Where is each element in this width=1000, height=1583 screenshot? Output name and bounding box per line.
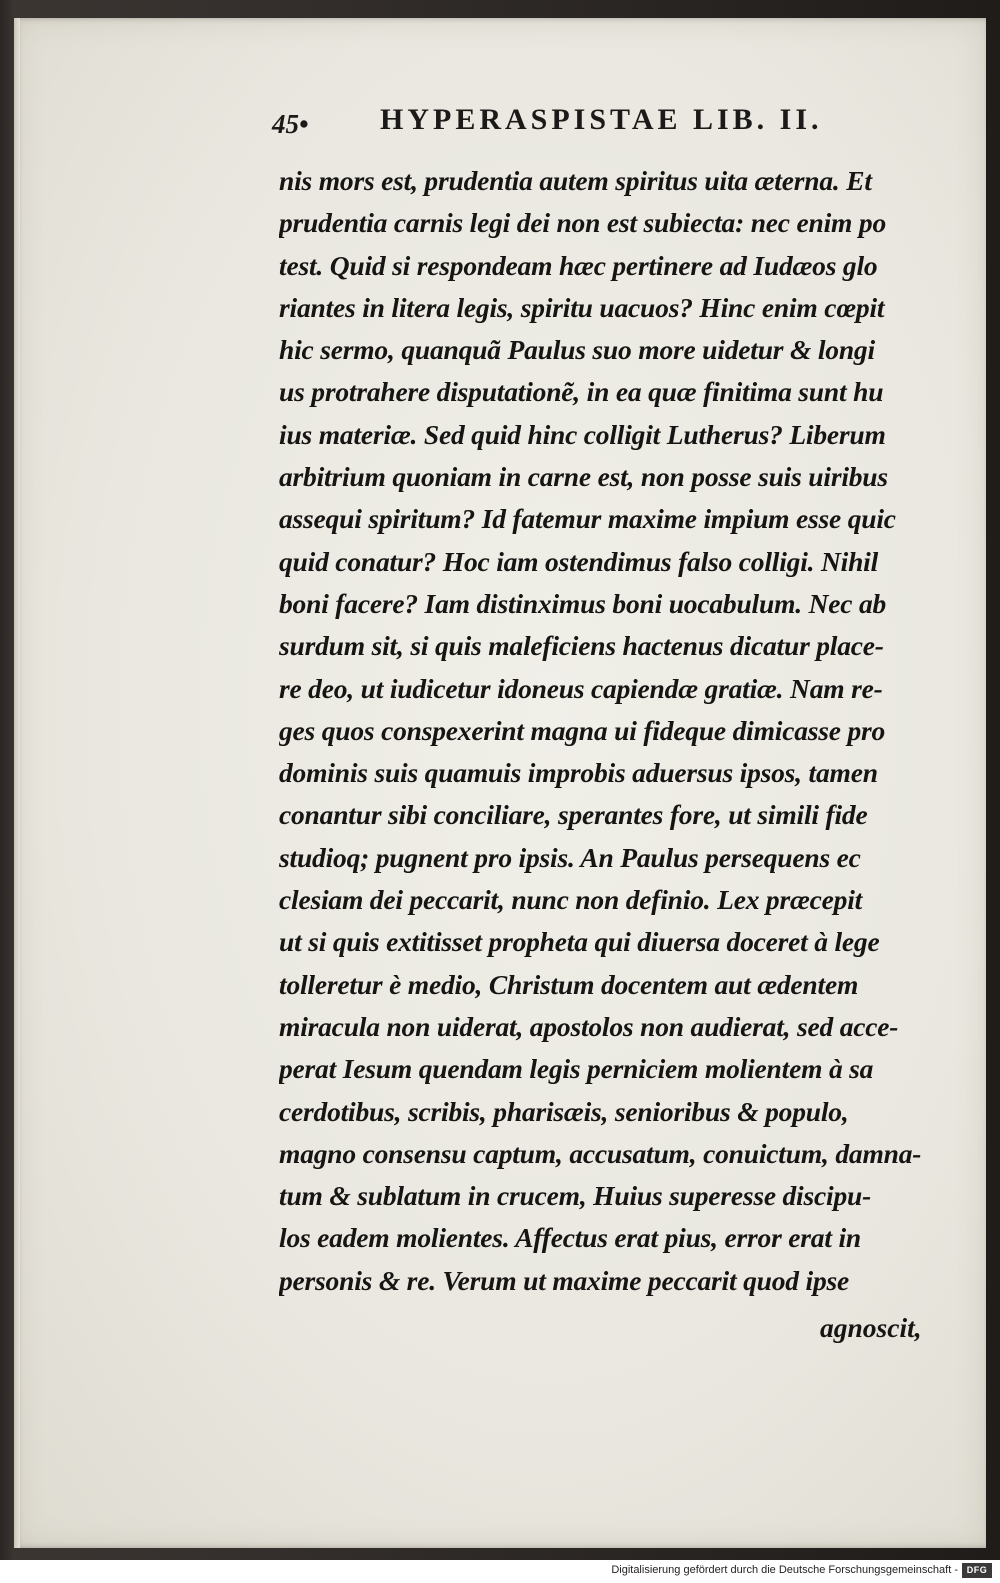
text-line: perat Iesum quendam legis perniciem molientem à sa xyxy=(279,1053,874,1085)
text-line: tolleretur è medio, Christum docentem aut ædentem xyxy=(279,968,859,1000)
text-line: cerdotibus, scribis, pharisæis, senioribus & populo, xyxy=(279,1095,849,1127)
text-line: assequi spiritum? Id fatemur maxime impium esse quic xyxy=(279,503,896,535)
footer-bar xyxy=(0,1560,1000,1583)
text-line: hic sermo, quanquã Paulus suo more uidetur & longi xyxy=(279,334,875,366)
page-header xyxy=(272,103,912,149)
text-line: clesiam dei peccarit, nunc non definio. Lex præcepit xyxy=(279,884,863,916)
text-line: riantes in litera legis, spiritu uacuos? Hinc enim cœpit xyxy=(279,291,885,323)
text-line: ut si quis extitisset propheta qui diuersa doceret à lege xyxy=(279,926,880,958)
text-line: tum & sublatum in crucem, Huius superesse discipu- xyxy=(279,1180,872,1212)
catchword: agnoscit, xyxy=(820,1312,922,1343)
text-line: los eadem molientes. Affectus erat pius, error erat in xyxy=(279,1222,861,1254)
page-number: 45• xyxy=(272,109,309,139)
text-line: miracula non uiderat, apostolos non audierat, sed acce- xyxy=(279,1010,899,1042)
text-line: studioq; pugnent pro ipsis. An Paulus persequens ec xyxy=(279,841,861,873)
show-through-ink xyxy=(280,1320,520,1336)
text-line: dominis suis quamuis improbis aduersus ipsos, tamen xyxy=(279,757,878,789)
running-title: HYPERASPISTAE LIB. II. xyxy=(380,103,823,136)
text-line: prudentia carnis legi dei non est subiecta: nec enim po xyxy=(279,207,886,239)
text-line: magno consensu captum, accusatum, conuictum, damna- xyxy=(279,1137,922,1169)
text-line: us protrahere disputationẽ, in ea quæ finitima sunt hu xyxy=(279,376,884,408)
funding-credit: Digitalisierung gefördert durch die Deutsche Forschungsgemeinschaft - xyxy=(611,1564,958,1576)
text-line: arbitrium quoniam in carne est, non posse suis uiribus xyxy=(279,461,888,493)
text-line: ius materiæ. Sed quid hinc colligit Lutherus? Liberum xyxy=(279,418,886,450)
text-line: conantur sibi conciliare, sperantes fore, ut simili fide xyxy=(279,799,868,831)
text-line: boni facere? Iam distinximus boni uocabulum. Nec ab xyxy=(279,587,887,619)
text-line: nis mors est, prudentia autem spiritus uita æterna. Et xyxy=(279,165,872,196)
text-line: quid conatur? Hoc iam ostendimus falso colligi. Nihil xyxy=(279,545,879,577)
dfg-logo-icon: DFG xyxy=(962,1563,992,1578)
text-line: re deo, ut iudicetur idoneus capiendæ gratiæ. Nam re- xyxy=(279,672,883,704)
text-line: personis & re. Verum ut maxime peccarit quod ipse xyxy=(279,1264,850,1296)
text-line: surdum sit, si quis maleficiens hactenus dicatur place- xyxy=(279,630,884,662)
text-line: test. Quid si respondeam hæc pertinere ad Iudæos glo xyxy=(279,249,878,281)
text-line: ges quos conspexerint magna ui fideque dimicasse pro xyxy=(279,714,886,746)
page-edge xyxy=(14,18,20,1548)
text-block xyxy=(279,160,944,1302)
